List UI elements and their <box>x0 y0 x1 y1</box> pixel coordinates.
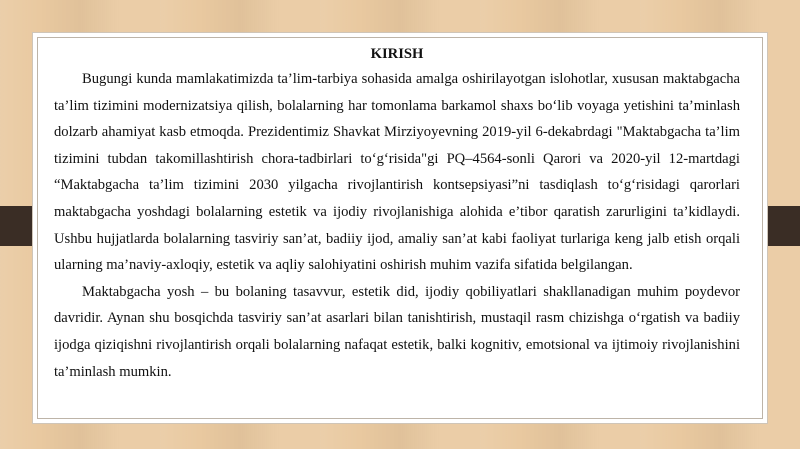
paragraph-1: Bugungi kunda mamlakatimizda ta’lim-tarbiya sohasida amalga oshirilayotgan islohotlar, xususan maktabgacha ta’lim tizimini modernizatsiya qilish, bolalarning har tomonlama barkamol shaxs bo‘lib voyaga yetishini ta’minlash dolzarb ahamiyat kasb etmoqda. Prezidentimiz Shavkat Mirziyoyevning 2019-yil 6-dekabrdagi "Maktabgacha ta’lim tizimini tubdan takomillashtirish chora-tadbirlari to‘g‘risida"gi PQ–4564-sonli Qarori va 2020-yil 12-martdagi “Maktabgacha ta’lim tizimini 2030 yilgacha rivojlantirish kontsepsiyasi”ni tasdiqlash to‘g‘risidagi qarorlari maktabgacha yoshdagi bolalarning estetik va ijodiy rivojlanishiga alohida e’tibor qaratish zarurligini ta’kidlaydi. Ushbu hujjatlarda bolalarning tasviriy san’at, badiiy ijod, amaliy san’at kabi faoliyat turlariga keng jalb etish orqali ularning ma’naviy-axloqiy, estetik va aqliy salohiyatini oshirish muhim vazifa sifatida belgilangan. <box>54 71 740 274</box>
document-body <box>54 47 740 385</box>
document-title: KIRISH <box>370 46 424 62</box>
paragraph-2: Maktabgacha yosh – bu bolaning tasavvur, estetik did, ijodiy qobiliyatlari shakllanadigan muhim poydevor davridir. Aynan shu bosqichda tasviriy san’at asarlari bilan tanishtirish, mustaqil rasm chizishga o‘rgatish va badiiy ijodga qiziqishni rivojlantirish orqali bolalarning nafaqat estetik, balki kognitiv, emotsional va ijtimoiy rivojlanishini ta’minlash mumkin. <box>54 283 740 380</box>
